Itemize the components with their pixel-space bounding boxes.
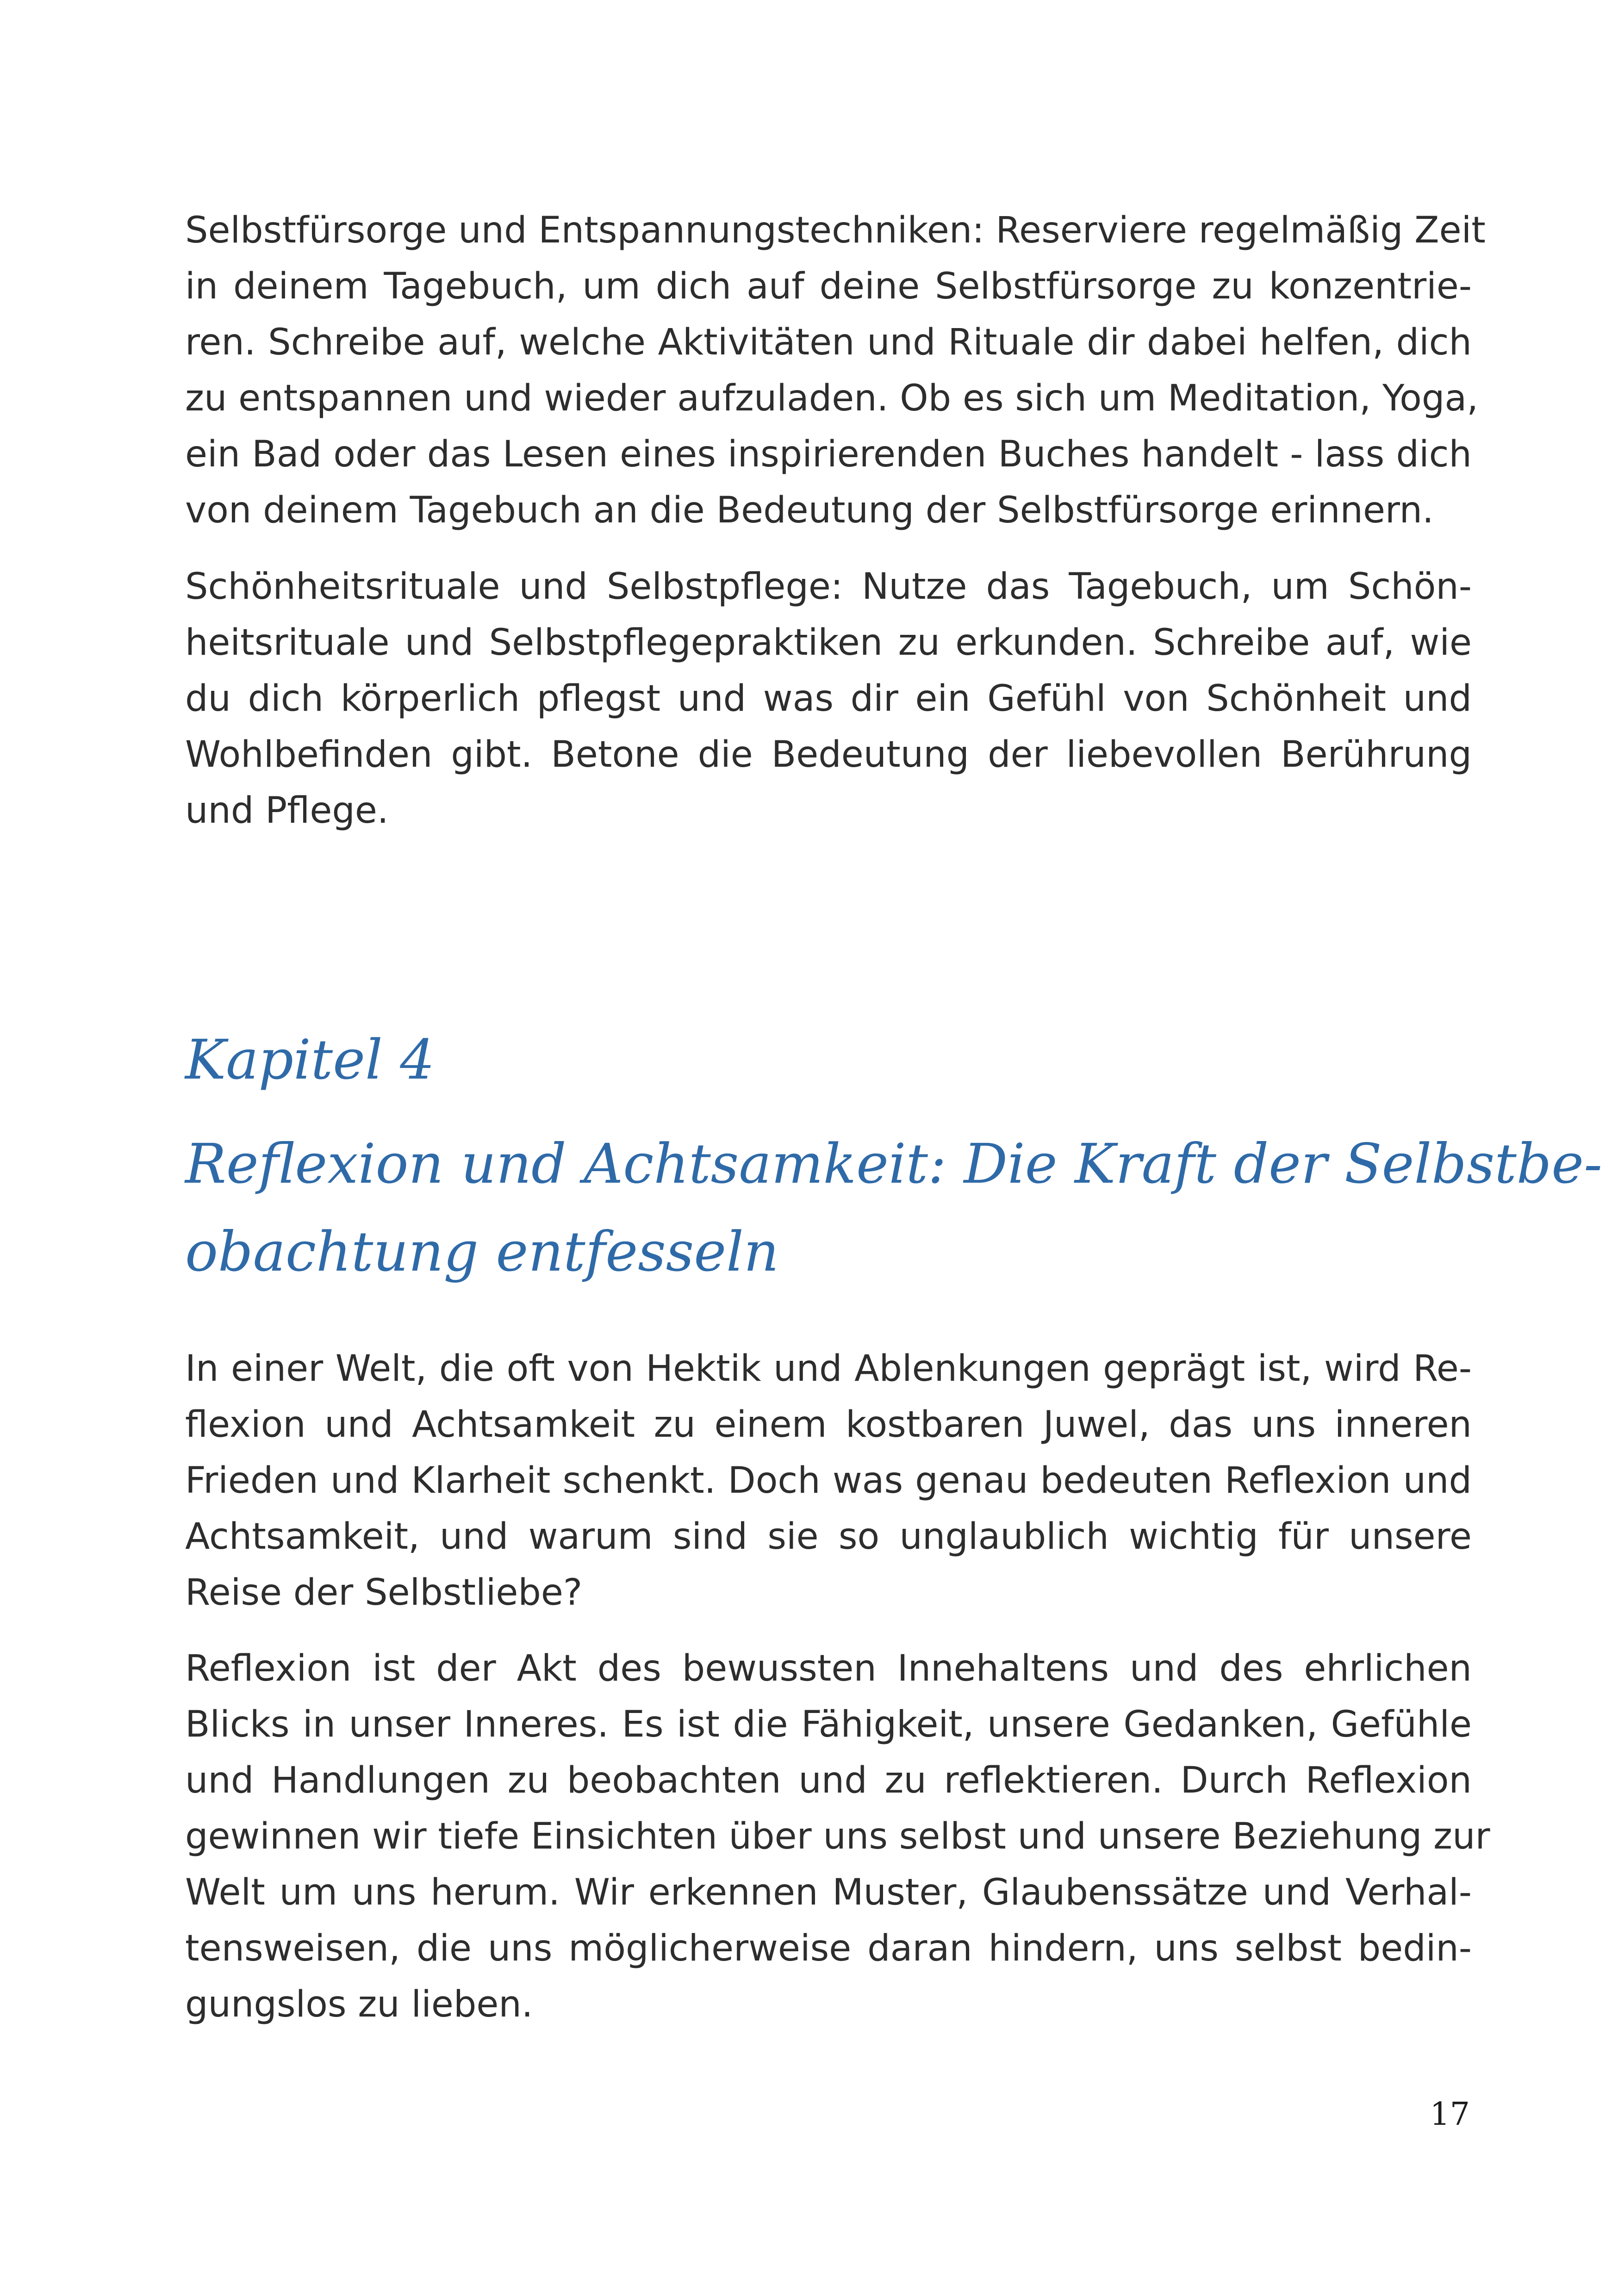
text-line: Reflexion ist der Akt des bewussten Innehaltens und des ehrlichen xyxy=(185,1648,1472,1689)
text-line: Wohlbefinden gibt. Betone die Bedeutung der liebevollen Berührung xyxy=(185,734,1472,776)
text-line: zu entspannen und wieder aufzuladen. Ob es sich um Meditation, Yoga, xyxy=(185,378,1478,419)
text-line: du dich körperlich pflegst und was dir ein Gefühl von Schönheit und xyxy=(185,678,1472,720)
chapter-title-line: obachtung entfesseln xyxy=(185,1220,779,1284)
text-line: Selbstfürsorge und Entspannungstechniken: Reserviere regelmäßig Zeit xyxy=(185,210,1486,251)
text-line: Blicks in unser Inneres. Es ist die Fähigkeit, unsere Gedanken, Gefühle xyxy=(185,1704,1472,1745)
text-line: heitsrituale und Selbstpflegepraktiken zu erkunden. Schreibe auf, wie xyxy=(185,622,1472,664)
text-line: und Pflege. xyxy=(185,790,389,832)
text-line: Schönheitsrituale und Selbstpflege: Nutze das Tagebuch, um Schön- xyxy=(185,566,1472,608)
text-line: Frieden und Klarheit schenkt. Doch was genau bedeuten Reflexion und xyxy=(185,1460,1472,1502)
text-line: gungslos zu lieben. xyxy=(185,1984,533,2025)
paragraph-schoenheitsrituale xyxy=(185,559,1472,839)
text-line: In einer Welt, die oft von Hektik und Ablenkungen geprägt ist, wird Re- xyxy=(185,1348,1472,1390)
text-line: gewinnen wir tiefe Einsichten über uns selbst und unsere Beziehung zur xyxy=(185,1816,1490,1857)
text-line: flexion und Achtsamkeit zu einem kostbaren Juwel, das uns inneren xyxy=(185,1404,1472,1446)
text-line: Achtsamkeit, und warum sind sie so unglaublich wichtig für unsere xyxy=(185,1516,1472,1558)
text-line: Welt um uns herum. Wir erkennen Muster, Glaubenssätze und Verhal- xyxy=(185,1872,1472,1913)
paragraph-selbstfuersorge xyxy=(185,203,1486,539)
text-line: und Handlungen zu beobachten und zu reflektieren. Durch Reflexion xyxy=(185,1760,1472,1801)
paragraph-reflexion-definition xyxy=(185,1641,1490,2033)
chapter-title-line: Reflexion und Achtsamkeit: Die Kraft der Selbstbe- xyxy=(185,1132,1603,1196)
text-line: ein Bad oder das Lesen eines inspirierenden Buches handelt - lass dich xyxy=(185,434,1472,475)
chapter-label: Kapitel 4 xyxy=(185,1028,435,1092)
text-line: tensweisen, die uns möglicherweise daran hindern, uns selbst bedin- xyxy=(185,1928,1472,1969)
page-number: 17 xyxy=(1430,2096,1470,2133)
text-line: ren. Schreibe auf, welche Aktivitäten und Rituale dir dabei helfen, dich xyxy=(185,322,1472,363)
chapter-title xyxy=(185,1120,1603,1296)
paragraph-intro-reflexion xyxy=(185,1341,1472,1621)
text-line: Reise der Selbstliebe? xyxy=(185,1572,583,1613)
text-line: in deinem Tagebuch, um dich auf deine Selbstfürsorge zu konzentrie- xyxy=(185,266,1472,307)
text-line: von deinem Tagebuch an die Bedeutung der Selbstfürsorge erinnern. xyxy=(185,490,1434,531)
